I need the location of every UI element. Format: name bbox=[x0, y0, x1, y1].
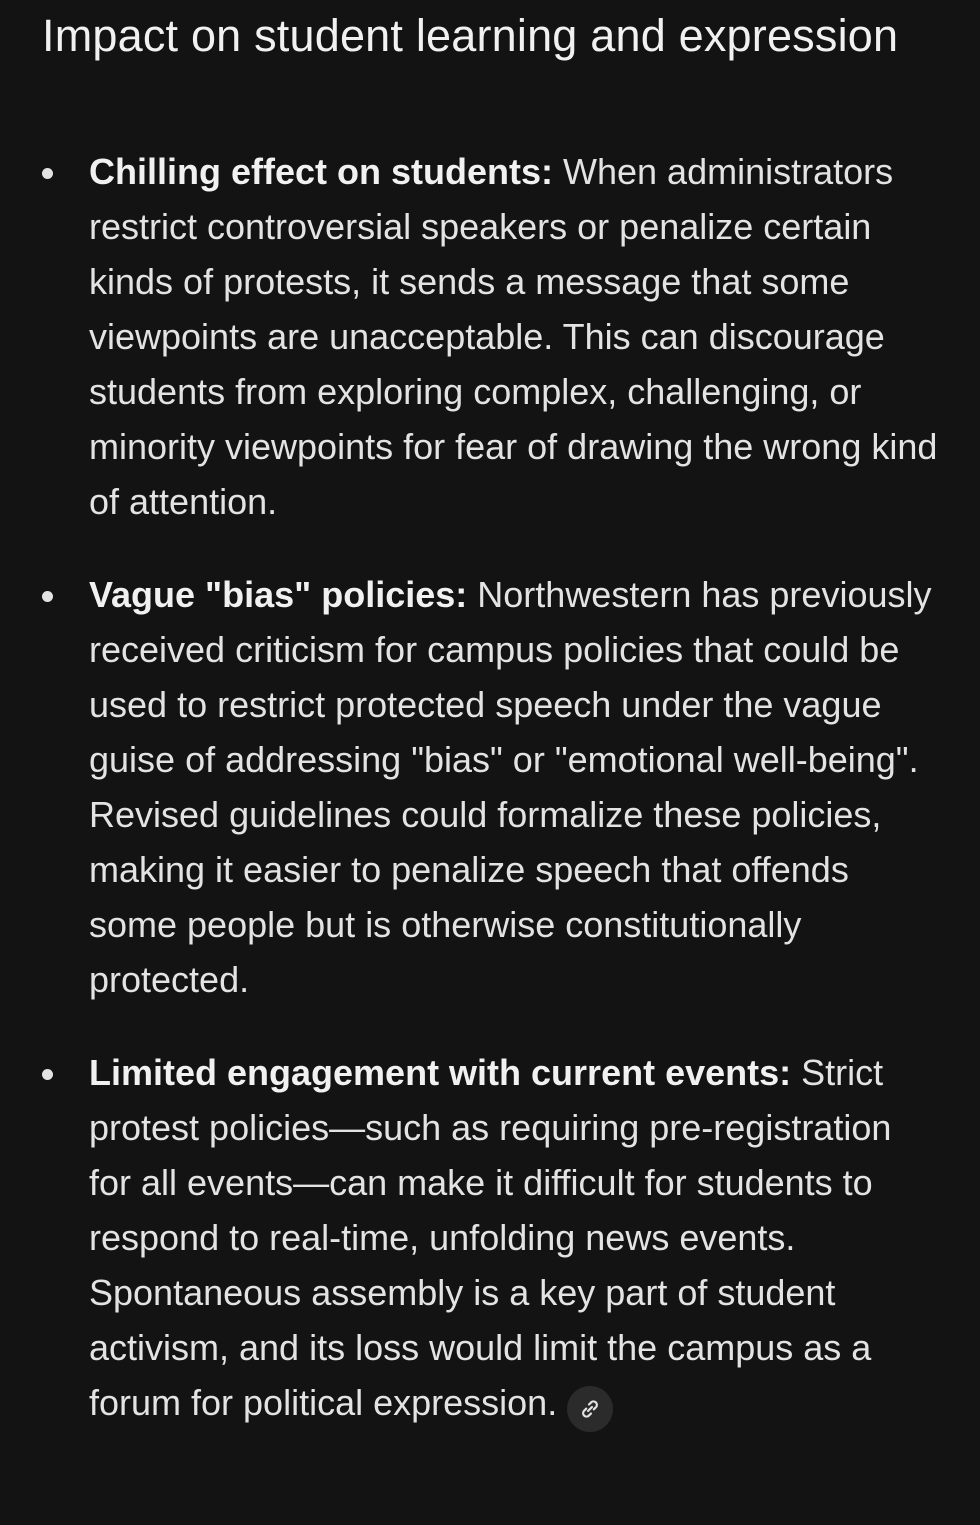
bullet-term: Limited engagement with current events: bbox=[89, 1052, 792, 1093]
bullet-item-bias-policies bbox=[42, 567, 942, 1007]
bullet-item-current-events bbox=[42, 1045, 942, 1432]
bullet-text: Strict protest policies—such as requiring pre-registration for all events—can make it difficult for students to respond to real-time, unfolding news events. Spontaneous assembly is a key part of student activism, and its loss would limit the campus as a forum for political expression. bbox=[89, 1052, 892, 1423]
source-link-button[interactable] bbox=[567, 1386, 613, 1432]
bullet-list bbox=[42, 144, 942, 1432]
bullet-term: Vague "bias" policies: bbox=[89, 574, 468, 615]
bullet-dot bbox=[42, 168, 53, 179]
response-content bbox=[42, 0, 942, 1470]
bullet-text: Northwestern has previously received criticism for campus policies that could be used to restrict protected speech under the vague guise of addressing "bias" or "emotional well-being". Revised guidelines could formalize these policies, making it easier to penalize speech that offends some people but is otherwise constitutionally protected. bbox=[89, 574, 932, 1000]
bullet-dot bbox=[42, 1069, 53, 1080]
bullet-dot bbox=[42, 591, 53, 602]
link-icon bbox=[578, 1397, 602, 1421]
bullet-item-chilling-effect bbox=[42, 144, 942, 529]
bullet-text: When administrators restrict controversial speakers or penalize certain kinds of protests, it sends a message that some viewpoints are unacceptable. This can discourage students from exploring complex, challenging, or minority viewpoints for fear of drawing the wrong kind of attention. bbox=[89, 151, 938, 522]
bullet-term: Chilling effect on students: bbox=[89, 151, 553, 192]
section-heading: Impact on student learning and expression bbox=[42, 10, 899, 61]
